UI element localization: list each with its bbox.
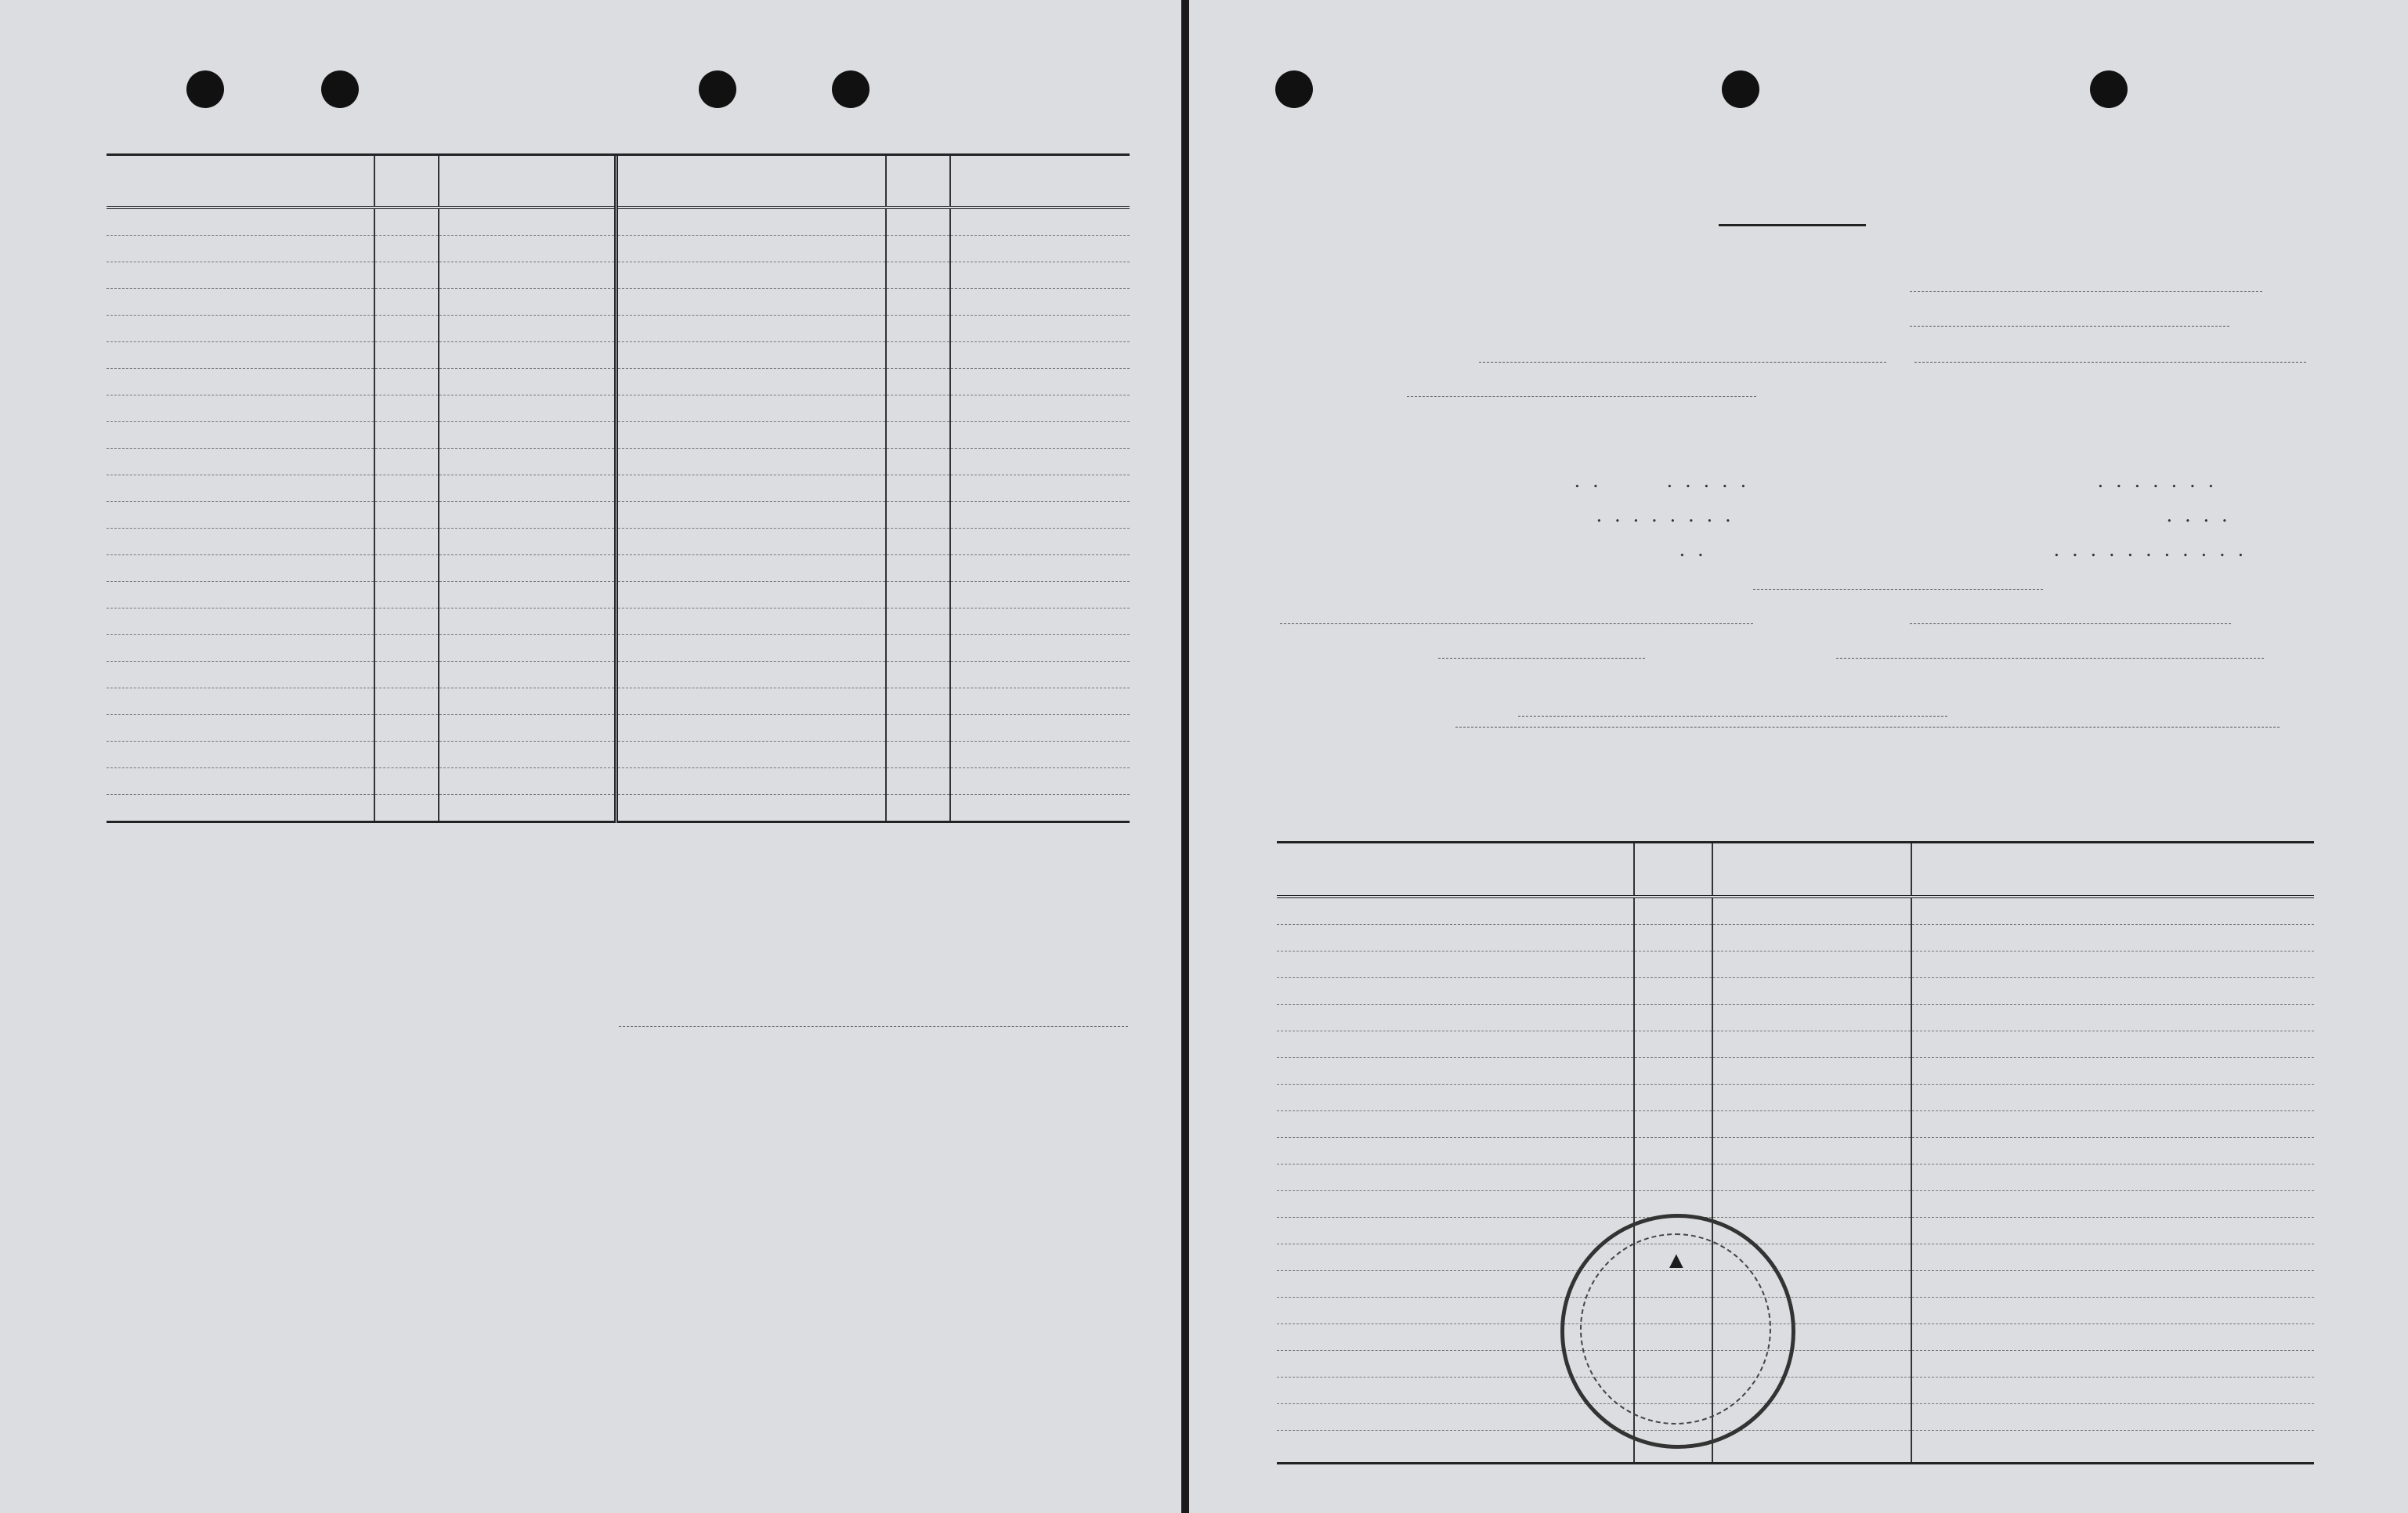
- left-page: [0, 0, 1181, 1513]
- punch-hole: [1275, 70, 1313, 108]
- table-row: [107, 342, 1130, 369]
- berth: [1910, 623, 2231, 624]
- table-row: [107, 529, 1130, 555]
- extract-text: [107, 1092, 1130, 1107]
- table-row: [1277, 1111, 2314, 1138]
- port-value: [1910, 291, 2262, 292]
- seaman-age: [886, 236, 950, 262]
- table-row: [107, 475, 1130, 502]
- signed-on-table: [107, 156, 1130, 823]
- table-row: [1277, 925, 2314, 951]
- table-row: [1277, 1138, 2314, 1165]
- table-row: [107, 395, 1130, 422]
- table-row: [1277, 1085, 2314, 1111]
- table-row: [107, 795, 1130, 822]
- destination: [1836, 658, 2264, 659]
- table-row: [107, 289, 1130, 316]
- table-row: [107, 662, 1130, 688]
- table-row: [107, 208, 1130, 236]
- punch-hole: [832, 70, 870, 108]
- leader-dots: . . . .: [2167, 503, 2232, 526]
- leader-dots: . . . . .: [1667, 468, 1750, 492]
- col-header: [616, 156, 886, 208]
- table-row: [1277, 1191, 2314, 1218]
- col-header: [1277, 843, 1634, 897]
- leader-dots: . . . . . . .: [2098, 468, 2218, 492]
- nationality-value: [1479, 362, 1886, 363]
- table-row: [107, 768, 1130, 795]
- seaman-nationality: [439, 208, 616, 236]
- col-header: [1712, 843, 1911, 897]
- punch-hole: [1722, 70, 1759, 108]
- extract-section: [107, 1091, 139, 1107]
- leader-dots: . .: [1575, 468, 1603, 492]
- voyage-ports: [1455, 727, 2280, 728]
- table-row: [1277, 1351, 2314, 1378]
- col-header: [886, 156, 950, 208]
- table-row: [1277, 1058, 2314, 1085]
- table-row: [1277, 1404, 2314, 1431]
- table-row: [1277, 1271, 2314, 1298]
- seaman-age: [374, 208, 439, 236]
- punch-hole: [186, 70, 224, 108]
- table-row: [107, 715, 1130, 742]
- table-row: [1277, 978, 2314, 1005]
- table-row: [1277, 1298, 2314, 1324]
- right-page: [1189, 0, 2408, 1513]
- table-row: [107, 608, 1130, 635]
- table-row: [107, 688, 1130, 715]
- table-row: [107, 742, 1130, 768]
- arrow-up-icon: ▲: [1665, 1248, 1688, 1273]
- title-rule: [1719, 224, 1866, 226]
- table-row: [1277, 1324, 2314, 1351]
- col-header: [374, 156, 439, 208]
- arrival-date: [1753, 589, 2043, 590]
- punch-hole: [2090, 70, 2128, 108]
- col-header: [107, 156, 374, 208]
- table-row: [107, 582, 1130, 608]
- date-value: [1910, 326, 2229, 327]
- table-row: [1277, 897, 2314, 925]
- seaman-name: [107, 236, 374, 262]
- table-row: [1277, 951, 2314, 978]
- seaman-age: [374, 236, 439, 262]
- seaman-name: [616, 208, 886, 236]
- received-stamp: [1560, 1214, 1795, 1449]
- table-row: [1277, 1218, 2314, 1244]
- deserting-table: [1277, 843, 2314, 1464]
- table-row: [1277, 1431, 2314, 1464]
- table-row: [107, 369, 1130, 395]
- from-port-value: [1407, 396, 1756, 397]
- table-row: [107, 635, 1130, 662]
- table-row: [1277, 1031, 2314, 1058]
- table-row: [107, 236, 1130, 262]
- table-row: [107, 316, 1130, 342]
- seaman-nationality: [439, 236, 616, 262]
- table-row: [107, 262, 1130, 289]
- col-header: [950, 156, 1130, 208]
- col-header: [1634, 843, 1712, 897]
- leader-dots: . . . . . . . .: [1596, 503, 1735, 526]
- via-blank: [1518, 692, 1947, 717]
- table-row: [1277, 1244, 2314, 1271]
- table-row: [1277, 1378, 2314, 1404]
- seaman-nationality: [950, 208, 1130, 236]
- seaman-name: [616, 236, 886, 262]
- table-row: [1277, 1165, 2314, 1191]
- punch-hole: [321, 70, 359, 108]
- seaman-age: [886, 208, 950, 236]
- sail-date: [1438, 658, 1645, 659]
- punch-hole: [699, 70, 736, 108]
- table-row: [107, 422, 1130, 449]
- col-header: [439, 156, 616, 208]
- table-row: [107, 449, 1130, 475]
- leader-dots: . .: [1679, 537, 1708, 561]
- table-row: [107, 502, 1130, 529]
- seaman-nationality: [950, 236, 1130, 262]
- ship-name: [1914, 362, 2306, 363]
- table-row: [1277, 1005, 2314, 1031]
- col-header: [1911, 843, 2314, 897]
- seaman-name: [107, 208, 374, 236]
- leader-dots: . . . . . . . . . . .: [2054, 537, 2247, 561]
- consignee: [1280, 623, 1753, 624]
- table-row: [107, 555, 1130, 582]
- signature-line: [619, 1026, 1128, 1027]
